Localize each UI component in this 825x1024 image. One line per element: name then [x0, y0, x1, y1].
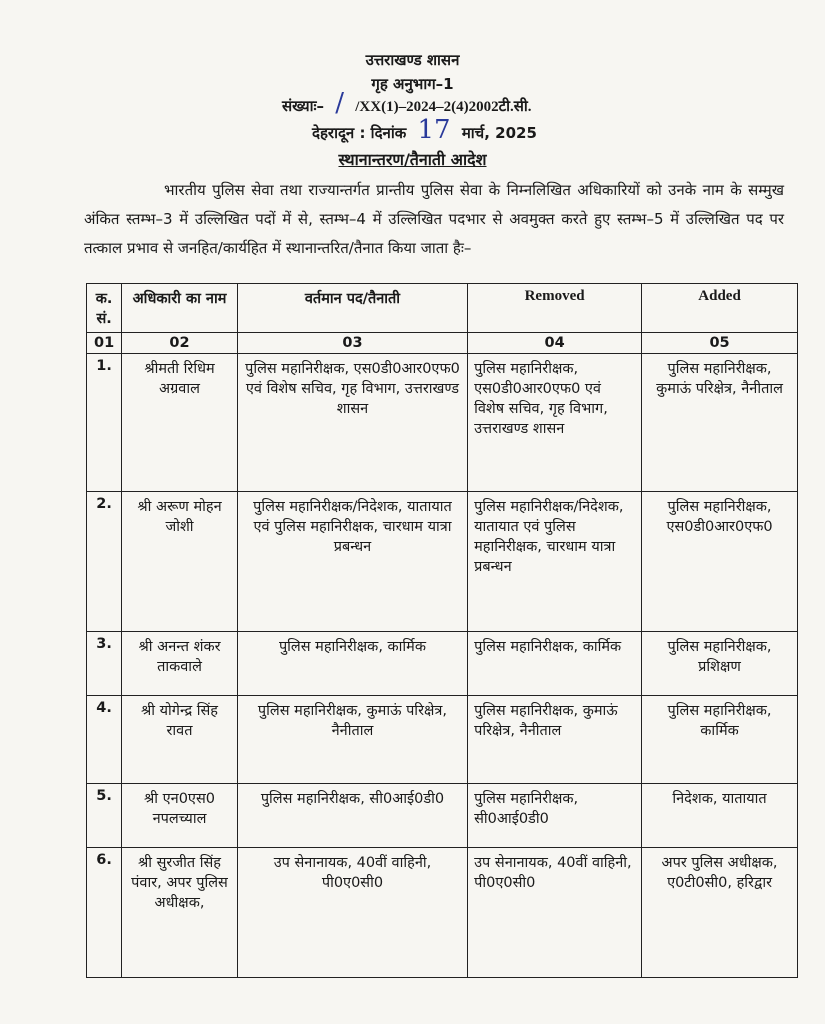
table-header-row: [87, 284, 798, 333]
row-name: श्री सुरजीत सिंह पंवार, अपर पुलिस अधीक्षक,: [122, 848, 238, 978]
row-added: अपर पुलिस अधीक्षक, ए0टी0सी0, हरिद्वार: [642, 848, 798, 978]
row-removed: पुलिस महानिरीक्षक, सी0आई0डी0: [468, 784, 642, 848]
ref-label: संख्याः–: [282, 97, 325, 115]
column-number-row: [87, 333, 798, 354]
row-sno: 1.: [87, 354, 122, 492]
date-handwritten: 17: [417, 115, 451, 145]
row-sno: 2.: [87, 492, 122, 632]
row-sno: 5.: [87, 784, 122, 848]
date-rest: मार्च, 2025: [461, 124, 537, 142]
ref-handwritten: /: [335, 88, 345, 118]
officers-table: [86, 283, 798, 978]
header-section: गृह अनुभाग–1: [371, 75, 454, 93]
row-removed: पुलिस महानिरीक्षक, कुमाऊं परिक्षेत्र, नैनीताल: [468, 696, 642, 784]
header-sno: क. सं.: [87, 284, 122, 333]
col-number: 01: [87, 333, 122, 354]
row-added: पुलिस महानिरीक्षक, कुमाऊं परिक्षेत्र, नैनीताल: [642, 354, 798, 492]
row-removed: पुलिस महानिरीक्षक, एस0डी0आर0एफ0 एवं विशेष सचिव, गृह विभाग, उत्तराखण्ड शासन: [468, 354, 642, 492]
col-number: 02: [122, 333, 238, 354]
place-date-label: देहरादून : दिनांक: [312, 124, 407, 142]
row-name: श्री अरूण मोहन जोशी: [122, 492, 238, 632]
row-current: पुलिस महानिरीक्षक, सी0आई0डी0: [237, 784, 467, 848]
row-added: पुलिस महानिरीक्षक, कार्मिक: [642, 696, 798, 784]
table-row: [87, 354, 798, 492]
row-added: पुलिस महानिरीक्षक, एस0डी0आर0एफ0: [642, 492, 798, 632]
table-row: [87, 784, 798, 848]
row-removed: उप सेनानायक, 40वीं वाहिनी, पी0ए0सी0: [468, 848, 642, 978]
table-row: [87, 492, 798, 632]
row-current: पुलिस महानिरीक्षक/निदेशक, यातायात एवं पुलिस महानिरीक्षक, चारधाम यात्रा प्रबन्धन: [237, 492, 467, 632]
row-removed: पुलिस महानिरीक्षक, कार्मिक: [468, 632, 642, 696]
row-current: पुलिस महानिरीक्षक, कुमाऊं परिक्षेत्र, नैनीताल: [237, 696, 467, 784]
row-sno: 6.: [87, 848, 122, 978]
row-name: श्री एन0एस0 नपलच्याल: [122, 784, 238, 848]
header-added: Added: [642, 284, 798, 333]
header-govt: उत्तराखण्ड शासन: [365, 51, 460, 69]
row-added: निदेशक, यातायात: [642, 784, 798, 848]
row-current: पुलिस महानिरीक्षक, एस0डी0आर0एफ0 एवं विशेष सचिव, गृह विभाग, उत्तराखण्ड शासन: [237, 354, 467, 492]
row-removed: पुलिस महानिरीक्षक/निदेशक, यातायात एवं पुलिस महानिरीक्षक, चारधाम यात्रा प्रबन्धन: [468, 492, 642, 632]
table-row: [87, 696, 798, 784]
table-row: [87, 848, 798, 978]
row-name: श्रीमती रिधिम अग्रवाल: [122, 354, 238, 492]
table-row: [87, 632, 798, 696]
col-number: 03: [237, 333, 467, 354]
header-removed: Removed: [468, 284, 642, 333]
row-sno: 4.: [87, 696, 122, 784]
ref-number-text: /XX(1)–2024–2(4)2002टी.सी.: [355, 99, 532, 115]
header-name: अधिकारी का नाम: [122, 284, 238, 333]
row-name: श्री अनन्त शंकर ताकवाले: [122, 632, 238, 696]
row-sno: 3.: [87, 632, 122, 696]
row-current: उप सेनानायक, 40वीं वाहिनी, पी0ए0सी0: [237, 848, 467, 978]
col-number: 05: [642, 333, 798, 354]
row-added: पुलिस महानिरीक्षक, प्रशिक्षण: [642, 632, 798, 696]
row-name: श्री योगेन्द्र सिंह रावत: [122, 696, 238, 784]
order-title: स्थानान्तरण/तैनाती आदेश: [338, 150, 487, 169]
header-current: वर्तमान पद/तैनाती: [237, 284, 467, 333]
row-current: पुलिस महानिरीक्षक, कार्मिक: [237, 632, 467, 696]
reference-number: [282, 88, 532, 118]
order-paragraph: भारतीय पुलिस सेवा तथा राज्यान्तर्गत प्रान्तीय पुलिस सेवा के निम्नलिखित अधिकारियों को उनके नाम के सम्मुख अंकित स्तम्भ–3 में उल्लिखित पदों में से, स्तम्भ–4 में उल्लिखित पदभार से अवमुक्त करते हुए स्तम्भ–5 में उल्लिखित पद पर तत्काल प्रभाव से जनहित/कार्यहित में स्थानान्तरित/तैनात किया जाता हैः–: [84, 181, 784, 257]
col-number: 04: [468, 333, 642, 354]
place-date: [312, 115, 537, 145]
